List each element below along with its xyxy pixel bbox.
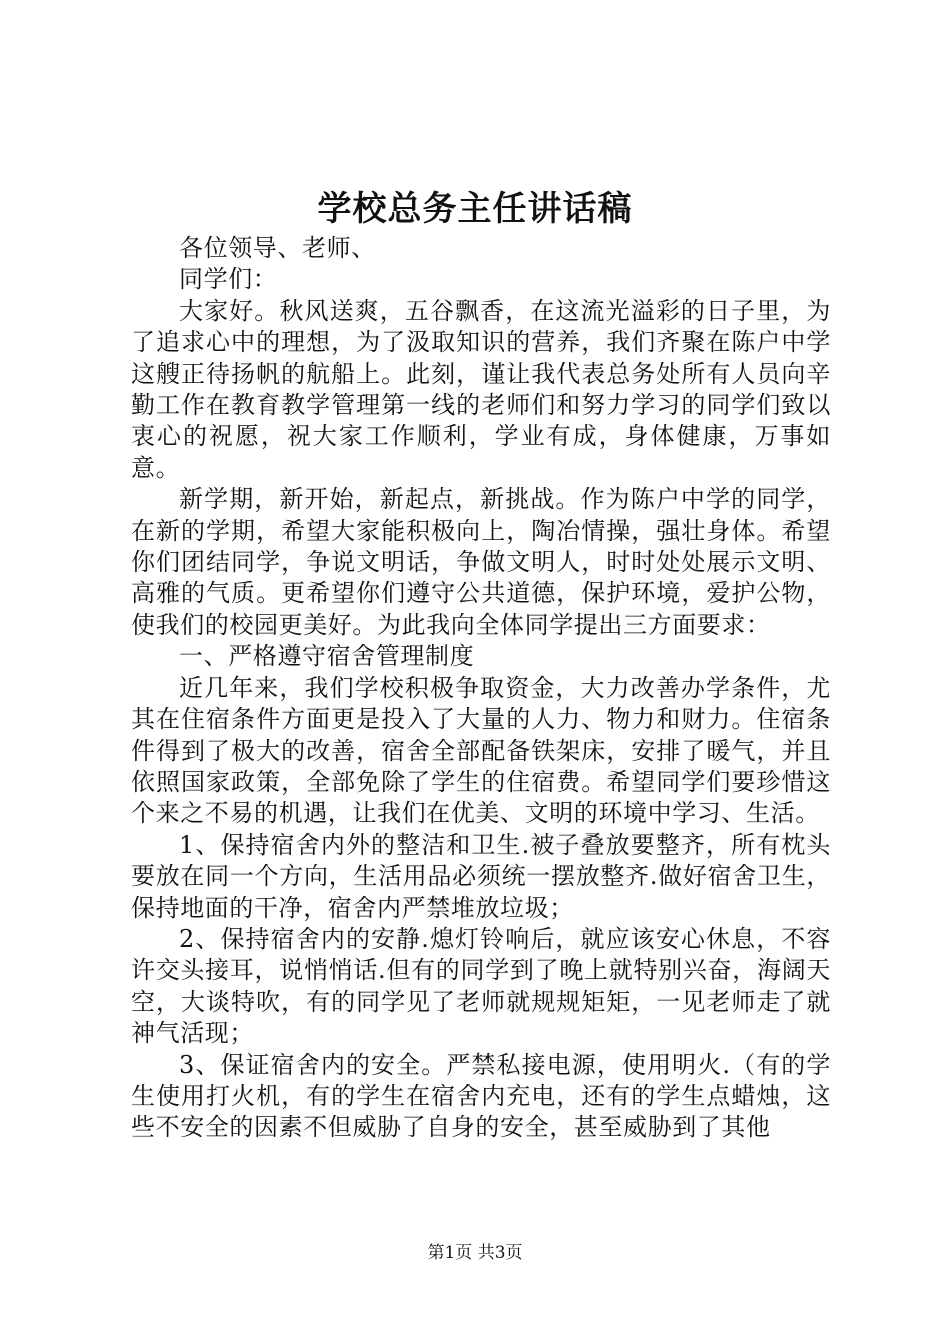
dormitory-intro-paragraph: 近几年来，我们学校积极争取资金，大力改善办学条件，尤其在住宿条件方面更是投入了大量的人力、物力和财力。住宿条件得到了极大的改善，宿舍全部配备铁架床，安排了暖气，并且依照国家政策，全部免除了学生的住宿费。希望同学们要珍惜这个来之不易的机遇，让我们在优美、文明的环境中学习、生活。 <box>131 673 831 828</box>
salutation-leaders: 各位领导、老师、 <box>179 234 376 262</box>
salutation-students: 同学们： <box>179 265 278 294</box>
rule-3-paragraph: 3、保证宿舍内的安全。严禁私接电源，使用明火.（有的学生使用打火机，有的学生在宿舍内充电，还有的学生点蜡烛，这些不安全的因素不但威胁了自身的安全，甚至威胁到了其他 <box>131 1050 831 1142</box>
greeting-paragraph: 大家好。秋风送爽，五谷飘香，在这流光溢彩的日子里，为了追求心中的理想，为了汲取知识的营养，我们齐聚在陈户中学这艘正待扬帆的航船上。此刻，谨让我代表总务处所有人员向辛勤工作在教育教学管理第一线的老师们和努力学习的同学们致以衷心的祝愿，祝大家工作顺利，学业有成，身体健康，万事如意。 <box>131 296 831 482</box>
new-semester-paragraph: 新学期，新开始，新起点，新挑战。作为陈户中学的同学，在新的学期，希望大家能积极向上，陶冶情操，强壮身体。希望你们团结同学，争说文明话，争做文明人，时时处处展示文明、高雅的气质。更希望你们遵守公共道德，保护环境，爱护公物，使我们的校园更美好。为此我向全体同学提出三方面要求： <box>131 485 831 639</box>
page-number: 第1页 共3页 <box>427 1243 523 1263</box>
rule-2-paragraph: 2、保持宿舍内的安静.熄灯铃响后，就应该安心休息，不容许交头接耳，说悄悄话.但有的同学到了晚上就特别兴奋，海阔天空，大谈特吹，有的同学见了老师就规规矩矩，一见老师走了就神气活现； <box>131 924 831 1048</box>
document-title: 学校总务主任讲话稿 <box>317 189 633 229</box>
document-body <box>131 233 831 1144</box>
section-heading-dormitory: 一、严格遵守宿舍管理制度 <box>179 642 475 671</box>
rule-1-paragraph: 1、保持宿舍内外的整洁和卫生.被子叠放要整齐，所有枕头要放在同一个方向，生活用品必须统一摆放整齐.做好宿舍卫生，保持地面的干净，宿舍内严禁堆放垃圾； <box>131 830 831 922</box>
page-footer <box>0 1241 950 1265</box>
